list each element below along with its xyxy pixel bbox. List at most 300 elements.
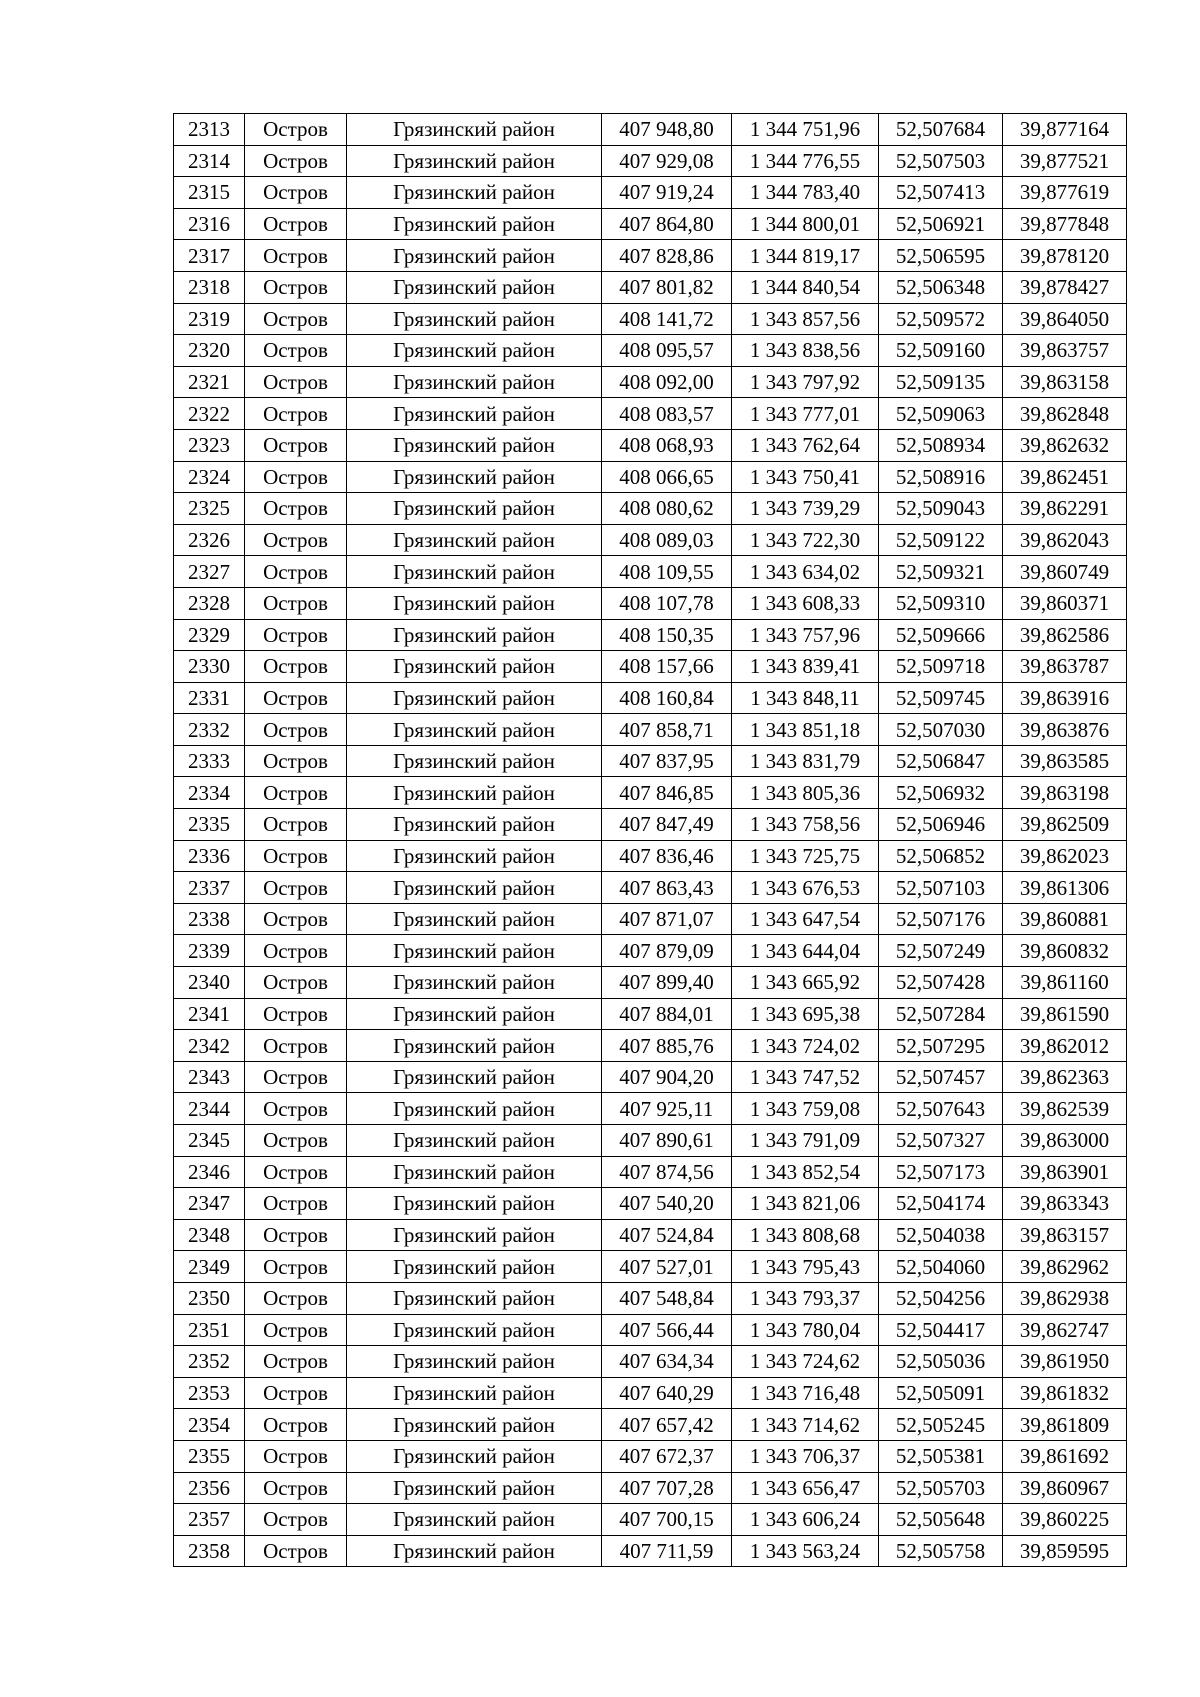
x-coordinate-cell: 407 890,61 xyxy=(602,1125,732,1157)
x-coordinate-cell: 407 672,37 xyxy=(602,1440,732,1472)
y-coordinate-cell: 1 343 750,41 xyxy=(732,461,879,493)
district-cell: Грязинский район xyxy=(347,145,602,177)
longitude-cell: 39,862848 xyxy=(1003,398,1127,430)
district-cell: Грязинский район xyxy=(347,303,602,335)
y-coordinate-cell: 1 343 848,11 xyxy=(732,682,879,714)
district-cell: Грязинский район xyxy=(347,1061,602,1093)
y-coordinate-cell: 1 343 777,01 xyxy=(732,398,879,430)
object-name-cell: Остров xyxy=(245,145,347,177)
point-number-cell: 2347 xyxy=(174,1188,245,1220)
point-number-cell: 2337 xyxy=(174,872,245,904)
table-row xyxy=(174,177,1127,209)
point-number-cell: 2325 xyxy=(174,493,245,525)
y-coordinate-cell: 1 343 762,64 xyxy=(732,429,879,461)
longitude-cell: 39,862363 xyxy=(1003,1061,1127,1093)
table-row xyxy=(174,145,1127,177)
object-name-cell: Остров xyxy=(245,777,347,809)
longitude-cell: 39,863000 xyxy=(1003,1125,1127,1157)
object-name-cell: Остров xyxy=(245,1409,347,1441)
district-cell: Грязинский район xyxy=(347,461,602,493)
longitude-cell: 39,861160 xyxy=(1003,967,1127,999)
district-cell: Грязинский район xyxy=(347,777,602,809)
table-row xyxy=(174,1346,1127,1378)
longitude-cell: 39,861590 xyxy=(1003,998,1127,1030)
longitude-cell: 39,863585 xyxy=(1003,745,1127,777)
table-row xyxy=(174,240,1127,272)
longitude-cell: 39,863787 xyxy=(1003,651,1127,683)
table-row xyxy=(174,1282,1127,1314)
table-row xyxy=(174,114,1127,146)
latitude-cell: 52,506946 xyxy=(879,809,1003,841)
table-row xyxy=(174,840,1127,872)
latitude-cell: 52,505245 xyxy=(879,1409,1003,1441)
y-coordinate-cell: 1 343 793,37 xyxy=(732,1282,879,1314)
table-row xyxy=(174,303,1127,335)
x-coordinate-cell: 408 092,00 xyxy=(602,366,732,398)
latitude-cell: 52,504417 xyxy=(879,1314,1003,1346)
x-coordinate-cell: 407 919,24 xyxy=(602,177,732,209)
latitude-cell: 52,507457 xyxy=(879,1061,1003,1093)
y-coordinate-cell: 1 343 563,24 xyxy=(732,1535,879,1567)
latitude-cell: 52,506852 xyxy=(879,840,1003,872)
x-coordinate-cell: 407 836,46 xyxy=(602,840,732,872)
x-coordinate-cell: 407 700,15 xyxy=(602,1504,732,1536)
longitude-cell: 39,862509 xyxy=(1003,809,1127,841)
latitude-cell: 52,504038 xyxy=(879,1219,1003,1251)
district-cell: Грязинский район xyxy=(347,429,602,461)
table-row xyxy=(174,777,1127,809)
point-number-cell: 2322 xyxy=(174,398,245,430)
x-coordinate-cell: 407 640,29 xyxy=(602,1377,732,1409)
y-coordinate-cell: 1 343 656,47 xyxy=(732,1472,879,1504)
point-number-cell: 2317 xyxy=(174,240,245,272)
district-cell: Грязинский район xyxy=(347,1030,602,1062)
x-coordinate-cell: 407 707,28 xyxy=(602,1472,732,1504)
point-number-cell: 2318 xyxy=(174,271,245,303)
table-row xyxy=(174,809,1127,841)
object-name-cell: Остров xyxy=(245,335,347,367)
table-row xyxy=(174,1125,1127,1157)
latitude-cell: 52,507176 xyxy=(879,903,1003,935)
point-number-cell: 2354 xyxy=(174,1409,245,1441)
object-name-cell: Остров xyxy=(245,1535,347,1567)
district-cell: Грязинский район xyxy=(347,967,602,999)
longitude-cell: 39,862938 xyxy=(1003,1282,1127,1314)
x-coordinate-cell: 407 925,11 xyxy=(602,1093,732,1125)
object-name-cell: Остров xyxy=(245,840,347,872)
longitude-cell: 39,860832 xyxy=(1003,935,1127,967)
object-name-cell: Остров xyxy=(245,872,347,904)
point-number-cell: 2350 xyxy=(174,1282,245,1314)
y-coordinate-cell: 1 343 857,56 xyxy=(732,303,879,335)
latitude-cell: 52,505648 xyxy=(879,1504,1003,1536)
object-name-cell: Остров xyxy=(245,903,347,935)
table-row xyxy=(174,967,1127,999)
point-number-cell: 2313 xyxy=(174,114,245,146)
x-coordinate-cell: 407 874,56 xyxy=(602,1156,732,1188)
longitude-cell: 39,861306 xyxy=(1003,872,1127,904)
longitude-cell: 39,860371 xyxy=(1003,587,1127,619)
y-coordinate-cell: 1 343 644,04 xyxy=(732,935,879,967)
district-cell: Грязинский район xyxy=(347,840,602,872)
table-row xyxy=(174,1440,1127,1472)
object-name-cell: Остров xyxy=(245,745,347,777)
district-cell: Грязинский район xyxy=(347,1219,602,1251)
point-number-cell: 2329 xyxy=(174,619,245,651)
y-coordinate-cell: 1 344 783,40 xyxy=(732,177,879,209)
y-coordinate-cell: 1 343 714,62 xyxy=(732,1409,879,1441)
district-cell: Грязинский район xyxy=(347,587,602,619)
district-cell: Грязинский район xyxy=(347,1346,602,1378)
longitude-cell: 39,862747 xyxy=(1003,1314,1127,1346)
district-cell: Грязинский район xyxy=(347,1125,602,1157)
table-row xyxy=(174,1472,1127,1504)
x-coordinate-cell: 407 548,84 xyxy=(602,1282,732,1314)
latitude-cell: 52,506348 xyxy=(879,271,1003,303)
y-coordinate-cell: 1 343 695,38 xyxy=(732,998,879,1030)
y-coordinate-cell: 1 343 791,09 xyxy=(732,1125,879,1157)
longitude-cell: 39,861692 xyxy=(1003,1440,1127,1472)
object-name-cell: Остров xyxy=(245,240,347,272)
latitude-cell: 52,506595 xyxy=(879,240,1003,272)
longitude-cell: 39,862012 xyxy=(1003,1030,1127,1062)
latitude-cell: 52,509063 xyxy=(879,398,1003,430)
y-coordinate-cell: 1 344 840,54 xyxy=(732,271,879,303)
district-cell: Грязинский район xyxy=(347,1314,602,1346)
point-number-cell: 2357 xyxy=(174,1504,245,1536)
y-coordinate-cell: 1 344 776,55 xyxy=(732,145,879,177)
table-row xyxy=(174,208,1127,240)
point-number-cell: 2346 xyxy=(174,1156,245,1188)
object-name-cell: Остров xyxy=(245,587,347,619)
x-coordinate-cell: 408 141,72 xyxy=(602,303,732,335)
object-name-cell: Остров xyxy=(245,1125,347,1157)
x-coordinate-cell: 407 885,76 xyxy=(602,1030,732,1062)
object-name-cell: Остров xyxy=(245,1472,347,1504)
object-name-cell: Остров xyxy=(245,714,347,746)
object-name-cell: Остров xyxy=(245,1188,347,1220)
latitude-cell: 52,508916 xyxy=(879,461,1003,493)
district-cell: Грязинский район xyxy=(347,1535,602,1567)
x-coordinate-cell: 408 107,78 xyxy=(602,587,732,619)
object-name-cell: Остров xyxy=(245,682,347,714)
longitude-cell: 39,878120 xyxy=(1003,240,1127,272)
y-coordinate-cell: 1 343 821,06 xyxy=(732,1188,879,1220)
x-coordinate-cell: 407 566,44 xyxy=(602,1314,732,1346)
point-number-cell: 2336 xyxy=(174,840,245,872)
table-row xyxy=(174,366,1127,398)
object-name-cell: Остров xyxy=(245,998,347,1030)
district-cell: Грязинский район xyxy=(347,240,602,272)
district-cell: Грязинский район xyxy=(347,271,602,303)
district-cell: Грязинский район xyxy=(347,903,602,935)
point-number-cell: 2356 xyxy=(174,1472,245,1504)
object-name-cell: Остров xyxy=(245,1219,347,1251)
object-name-cell: Остров xyxy=(245,461,347,493)
object-name-cell: Остров xyxy=(245,398,347,430)
longitude-cell: 39,862586 xyxy=(1003,619,1127,651)
y-coordinate-cell: 1 343 795,43 xyxy=(732,1251,879,1283)
latitude-cell: 52,505703 xyxy=(879,1472,1003,1504)
point-number-cell: 2316 xyxy=(174,208,245,240)
x-coordinate-cell: 408 150,35 xyxy=(602,619,732,651)
latitude-cell: 52,507643 xyxy=(879,1093,1003,1125)
y-coordinate-cell: 1 343 759,08 xyxy=(732,1093,879,1125)
latitude-cell: 52,504174 xyxy=(879,1188,1003,1220)
point-number-cell: 2338 xyxy=(174,903,245,935)
point-number-cell: 2333 xyxy=(174,745,245,777)
table-row xyxy=(174,1504,1127,1536)
district-cell: Грязинский район xyxy=(347,208,602,240)
object-name-cell: Остров xyxy=(245,935,347,967)
district-cell: Грязинский район xyxy=(347,745,602,777)
y-coordinate-cell: 1 343 722,30 xyxy=(732,524,879,556)
y-coordinate-cell: 1 344 751,96 xyxy=(732,114,879,146)
table-row xyxy=(174,1314,1127,1346)
object-name-cell: Остров xyxy=(245,177,347,209)
y-coordinate-cell: 1 343 758,56 xyxy=(732,809,879,841)
x-coordinate-cell: 408 068,93 xyxy=(602,429,732,461)
table-row xyxy=(174,682,1127,714)
table-row xyxy=(174,1156,1127,1188)
latitude-cell: 52,505381 xyxy=(879,1440,1003,1472)
x-coordinate-cell: 408 160,84 xyxy=(602,682,732,714)
point-number-cell: 2349 xyxy=(174,1251,245,1283)
point-number-cell: 2339 xyxy=(174,935,245,967)
x-coordinate-cell: 408 080,62 xyxy=(602,493,732,525)
longitude-cell: 39,863876 xyxy=(1003,714,1127,746)
latitude-cell: 52,507295 xyxy=(879,1030,1003,1062)
latitude-cell: 52,509572 xyxy=(879,303,1003,335)
district-cell: Грязинский район xyxy=(347,714,602,746)
latitude-cell: 52,509718 xyxy=(879,651,1003,683)
x-coordinate-cell: 407 884,01 xyxy=(602,998,732,1030)
object-name-cell: Остров xyxy=(245,809,347,841)
object-name-cell: Остров xyxy=(245,114,347,146)
point-number-cell: 2344 xyxy=(174,1093,245,1125)
district-cell: Грязинский район xyxy=(347,1472,602,1504)
y-coordinate-cell: 1 343 851,18 xyxy=(732,714,879,746)
longitude-cell: 39,862539 xyxy=(1003,1093,1127,1125)
district-cell: Грязинский район xyxy=(347,1409,602,1441)
latitude-cell: 52,508934 xyxy=(879,429,1003,461)
object-name-cell: Остров xyxy=(245,429,347,461)
longitude-cell: 39,861809 xyxy=(1003,1409,1127,1441)
latitude-cell: 52,507503 xyxy=(879,145,1003,177)
point-number-cell: 2323 xyxy=(174,429,245,461)
table-row xyxy=(174,461,1127,493)
longitude-cell: 39,863158 xyxy=(1003,366,1127,398)
x-coordinate-cell: 407 837,95 xyxy=(602,745,732,777)
table-row xyxy=(174,745,1127,777)
district-cell: Грязинский район xyxy=(347,682,602,714)
x-coordinate-cell: 407 871,07 xyxy=(602,903,732,935)
table-row xyxy=(174,556,1127,588)
x-coordinate-cell: 407 527,01 xyxy=(602,1251,732,1283)
longitude-cell: 39,863157 xyxy=(1003,1219,1127,1251)
district-cell: Грязинский район xyxy=(347,1093,602,1125)
district-cell: Грязинский район xyxy=(347,1504,602,1536)
table-row xyxy=(174,1535,1127,1567)
table-row xyxy=(174,651,1127,683)
latitude-cell: 52,504256 xyxy=(879,1282,1003,1314)
table-row xyxy=(174,1030,1127,1062)
table-row xyxy=(174,398,1127,430)
table-row xyxy=(174,587,1127,619)
longitude-cell: 39,863757 xyxy=(1003,335,1127,367)
longitude-cell: 39,862962 xyxy=(1003,1251,1127,1283)
latitude-cell: 52,509666 xyxy=(879,619,1003,651)
table-row xyxy=(174,1409,1127,1441)
x-coordinate-cell: 407 711,59 xyxy=(602,1535,732,1567)
district-cell: Грязинский район xyxy=(347,998,602,1030)
district-cell: Грязинский район xyxy=(347,1188,602,1220)
x-coordinate-cell: 407 847,49 xyxy=(602,809,732,841)
district-cell: Грязинский район xyxy=(347,556,602,588)
longitude-cell: 39,863916 xyxy=(1003,682,1127,714)
longitude-cell: 39,863198 xyxy=(1003,777,1127,809)
object-name-cell: Остров xyxy=(245,1156,347,1188)
x-coordinate-cell: 408 089,03 xyxy=(602,524,732,556)
x-coordinate-cell: 407 801,82 xyxy=(602,271,732,303)
object-name-cell: Остров xyxy=(245,208,347,240)
longitude-cell: 39,861832 xyxy=(1003,1377,1127,1409)
latitude-cell: 52,507103 xyxy=(879,872,1003,904)
longitude-cell: 39,877521 xyxy=(1003,145,1127,177)
x-coordinate-cell: 407 846,85 xyxy=(602,777,732,809)
latitude-cell: 52,509321 xyxy=(879,556,1003,588)
district-cell: Грязинский район xyxy=(347,872,602,904)
latitude-cell: 52,506932 xyxy=(879,777,1003,809)
district-cell: Грязинский район xyxy=(347,935,602,967)
point-number-cell: 2348 xyxy=(174,1219,245,1251)
point-number-cell: 2314 xyxy=(174,145,245,177)
district-cell: Грязинский район xyxy=(347,366,602,398)
point-number-cell: 2340 xyxy=(174,967,245,999)
district-cell: Грязинский район xyxy=(347,619,602,651)
longitude-cell: 39,862023 xyxy=(1003,840,1127,872)
y-coordinate-cell: 1 343 797,92 xyxy=(732,366,879,398)
latitude-cell: 52,507428 xyxy=(879,967,1003,999)
point-number-cell: 2358 xyxy=(174,1535,245,1567)
longitude-cell: 39,861950 xyxy=(1003,1346,1127,1378)
latitude-cell: 52,506921 xyxy=(879,208,1003,240)
longitude-cell: 39,862043 xyxy=(1003,524,1127,556)
table-row xyxy=(174,619,1127,651)
longitude-cell: 39,862451 xyxy=(1003,461,1127,493)
y-coordinate-cell: 1 343 706,37 xyxy=(732,1440,879,1472)
point-number-cell: 2327 xyxy=(174,556,245,588)
district-cell: Грязинский район xyxy=(347,1156,602,1188)
district-cell: Грязинский район xyxy=(347,335,602,367)
coordinates-table xyxy=(173,113,1127,1567)
point-number-cell: 2321 xyxy=(174,366,245,398)
object-name-cell: Остров xyxy=(245,1314,347,1346)
x-coordinate-cell: 408 095,57 xyxy=(602,335,732,367)
longitude-cell: 39,860881 xyxy=(1003,903,1127,935)
table-row xyxy=(174,271,1127,303)
point-number-cell: 2341 xyxy=(174,998,245,1030)
table-row xyxy=(174,872,1127,904)
point-number-cell: 2353 xyxy=(174,1377,245,1409)
y-coordinate-cell: 1 343 838,56 xyxy=(732,335,879,367)
point-number-cell: 2343 xyxy=(174,1061,245,1093)
x-coordinate-cell: 407 828,86 xyxy=(602,240,732,272)
latitude-cell: 52,507284 xyxy=(879,998,1003,1030)
table-row xyxy=(174,1219,1127,1251)
latitude-cell: 52,509135 xyxy=(879,366,1003,398)
point-number-cell: 2351 xyxy=(174,1314,245,1346)
district-cell: Грязинский район xyxy=(347,809,602,841)
object-name-cell: Остров xyxy=(245,1093,347,1125)
object-name-cell: Остров xyxy=(245,303,347,335)
y-coordinate-cell: 1 344 800,01 xyxy=(732,208,879,240)
x-coordinate-cell: 408 083,57 xyxy=(602,398,732,430)
latitude-cell: 52,507249 xyxy=(879,935,1003,967)
point-number-cell: 2352 xyxy=(174,1346,245,1378)
table-row xyxy=(174,1093,1127,1125)
longitude-cell: 39,877848 xyxy=(1003,208,1127,240)
y-coordinate-cell: 1 343 724,62 xyxy=(732,1346,879,1378)
y-coordinate-cell: 1 343 780,04 xyxy=(732,1314,879,1346)
x-coordinate-cell: 408 109,55 xyxy=(602,556,732,588)
object-name-cell: Остров xyxy=(245,619,347,651)
table-row xyxy=(174,1188,1127,1220)
x-coordinate-cell: 407 864,80 xyxy=(602,208,732,240)
district-cell: Грязинский район xyxy=(347,1440,602,1472)
point-number-cell: 2331 xyxy=(174,682,245,714)
latitude-cell: 52,506847 xyxy=(879,745,1003,777)
y-coordinate-cell: 1 343 852,54 xyxy=(732,1156,879,1188)
longitude-cell: 39,878427 xyxy=(1003,271,1127,303)
district-cell: Грязинский район xyxy=(347,524,602,556)
x-coordinate-cell: 407 858,71 xyxy=(602,714,732,746)
point-number-cell: 2328 xyxy=(174,587,245,619)
object-name-cell: Остров xyxy=(245,366,347,398)
latitude-cell: 52,509310 xyxy=(879,587,1003,619)
table-row xyxy=(174,524,1127,556)
district-cell: Грязинский район xyxy=(347,1282,602,1314)
object-name-cell: Остров xyxy=(245,1440,347,1472)
y-coordinate-cell: 1 343 716,48 xyxy=(732,1377,879,1409)
latitude-cell: 52,509043 xyxy=(879,493,1003,525)
y-coordinate-cell: 1 343 647,54 xyxy=(732,903,879,935)
district-cell: Грязинский район xyxy=(347,651,602,683)
y-coordinate-cell: 1 343 606,24 xyxy=(732,1504,879,1536)
longitude-cell: 39,864050 xyxy=(1003,303,1127,335)
table-row xyxy=(174,1377,1127,1409)
y-coordinate-cell: 1 343 676,53 xyxy=(732,872,879,904)
district-cell: Грязинский район xyxy=(347,177,602,209)
district-cell: Грязинский район xyxy=(347,1377,602,1409)
table-row xyxy=(174,493,1127,525)
x-coordinate-cell: 407 540,20 xyxy=(602,1188,732,1220)
latitude-cell: 52,505091 xyxy=(879,1377,1003,1409)
point-number-cell: 2315 xyxy=(174,177,245,209)
x-coordinate-cell: 407 863,43 xyxy=(602,872,732,904)
y-coordinate-cell: 1 343 725,75 xyxy=(732,840,879,872)
longitude-cell: 39,863901 xyxy=(1003,1156,1127,1188)
latitude-cell: 52,507413 xyxy=(879,177,1003,209)
table-row xyxy=(174,1061,1127,1093)
x-coordinate-cell: 408 066,65 xyxy=(602,461,732,493)
x-coordinate-cell: 407 948,80 xyxy=(602,114,732,146)
x-coordinate-cell: 407 657,42 xyxy=(602,1409,732,1441)
y-coordinate-cell: 1 343 608,33 xyxy=(732,587,879,619)
latitude-cell: 52,505758 xyxy=(879,1535,1003,1567)
x-coordinate-cell: 407 524,84 xyxy=(602,1219,732,1251)
point-number-cell: 2332 xyxy=(174,714,245,746)
